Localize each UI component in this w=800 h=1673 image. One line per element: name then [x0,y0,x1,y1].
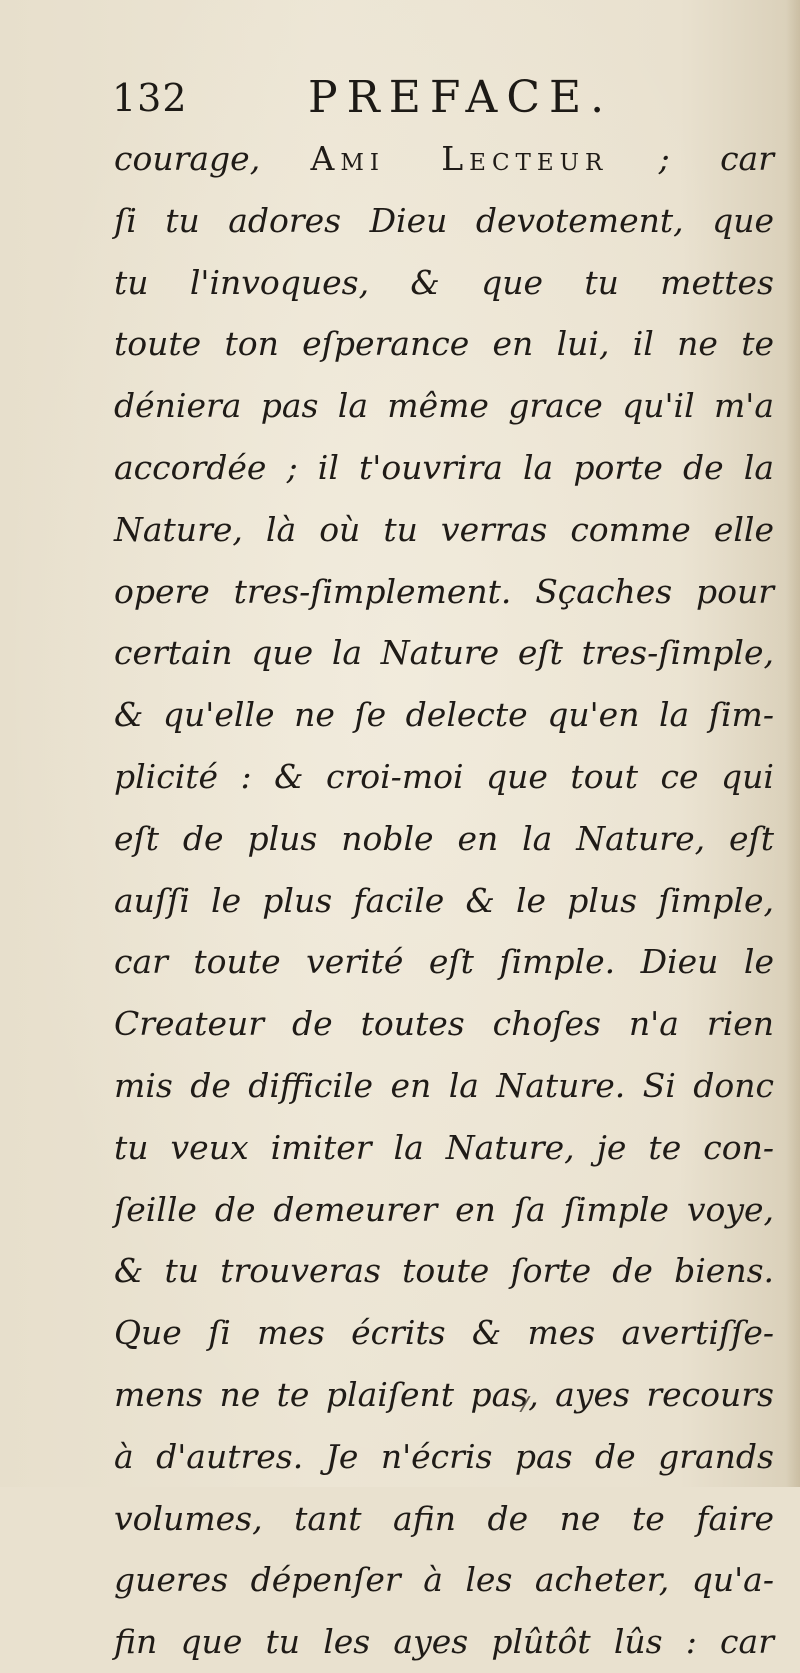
text-line-3: tu l'invoques, & que tu mettes [114,262,774,302]
text-line-4: toute ton eſperance en lui, il ne te [114,324,774,364]
page-edge-shadow [786,0,800,1487]
text-line-1 [114,128,774,190]
page-number: 132 [112,76,188,120]
text-line-11: plicité : & croi-moi que tout ce qui [114,756,774,796]
text-line-7: Nature, là où tu verras comme elle [114,509,774,549]
text-line-24: gueres dépenſer à les acheter, qu'a- [114,1560,774,1600]
running-title: PREFACE. [308,72,614,123]
text-line-14: car toute verité eſt ſimple. Dieu le [114,942,774,982]
text-line-23: volumes, tant afin de ne te faire [114,1498,774,1538]
text-line-2: ſi tu adores Dieu devotement, que [114,200,774,240]
text-line-22: à d'autres. Je n'écris pas de grands [114,1436,774,1476]
text-line-25: fin que tu les ayes plûtôt lûs : car [114,1622,774,1662]
text-line-17: tu veux imiter la Nature, je te con- [114,1127,774,1167]
text-line-20: Que ſi mes écrits & mes avertiſſe- [114,1313,774,1353]
text-line-18: ſeille de demeurer en ſa ſimple voye, [114,1189,774,1229]
text-line-9: certain que la Nature eſt tres-ſimple, [114,633,774,673]
text-line-13: auſſi le plus facile & le plus ſimple, [114,880,774,920]
text-line-5: déniera pas la même grace qu'il m'a [114,386,774,426]
text-line-10: & qu'elle ne ſe delecte qu'en la ſim- [114,695,774,735]
text-line-1-end: ; car [608,139,774,178]
text-line-21: mens ne te plaiſent pas, ayes recours [114,1374,774,1414]
text-line-8: opere tres-ſimplement. Sçaches pour [114,571,774,611]
text-line-16: mis de difficile en la Nature. Si donc [114,1065,774,1105]
text-line-19: & tu trouveras toute ſorte de biens. [114,1251,774,1291]
page-header [112,72,672,132]
text-line-1-start: courage, [114,139,311,178]
text-line-1-address: Ami Lecteur [310,139,609,178]
text-line-15: Createur de toutes choſes n'a rien [114,1004,774,1044]
body-text [114,128,774,1673]
text-line-12: eſt de plus noble en la Nature, eſt [114,818,774,858]
text-line-6: accordée ; il t'ouvrira la porte de la [114,447,774,487]
